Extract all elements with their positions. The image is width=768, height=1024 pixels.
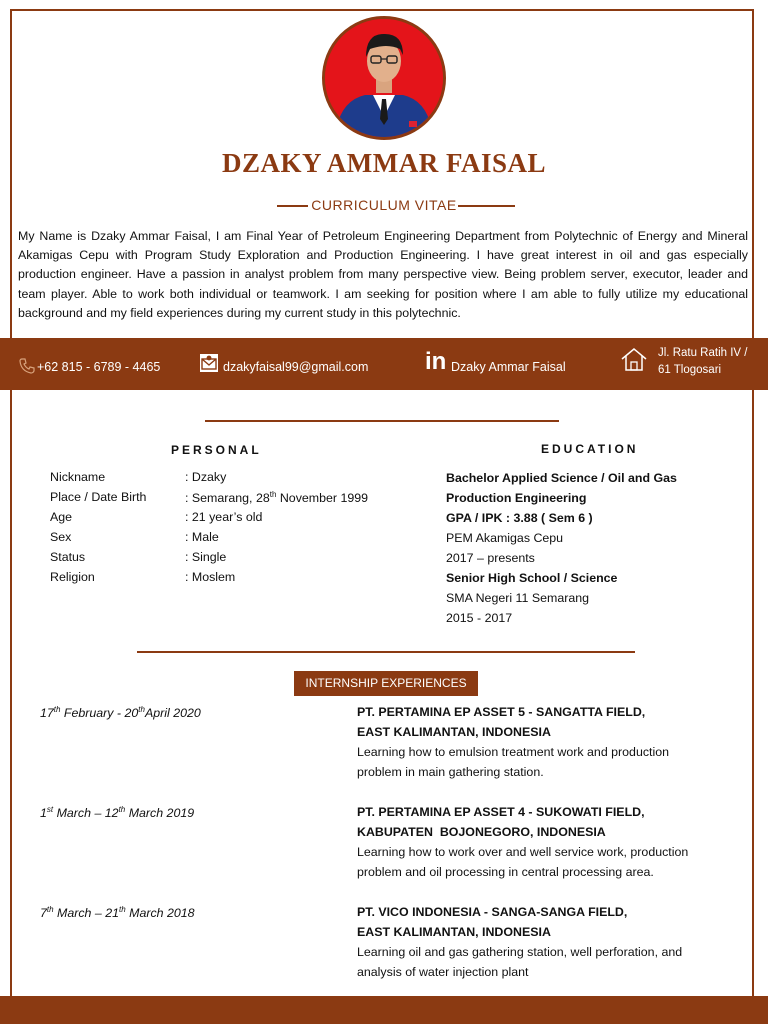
- education-line: Senior High School / Science: [446, 571, 618, 585]
- internship-company: PT. PERTAMINA EP ASSET 5 - SANGATTA FIELD,: [357, 705, 646, 719]
- personal-label: Place / Date Birth: [50, 490, 147, 504]
- personal-value: : Dzaky: [185, 470, 227, 484]
- education-line: 2017 – presents: [446, 551, 535, 565]
- personal-value: : Single: [185, 550, 227, 564]
- cv-title: CURRICULUM VITAE: [311, 197, 457, 213]
- address-line2: 61 Tlogosari: [658, 364, 722, 376]
- title-rule-right: [458, 205, 515, 207]
- personal-heading: PERSONAL: [171, 443, 262, 457]
- phone-icon: [19, 358, 35, 379]
- education-line: Bachelor Applied Science / Oil and Gas: [446, 471, 677, 485]
- internship-company: PT. VICO INDONESIA - SANGA-SANGA FIELD,: [357, 905, 628, 919]
- home-icon: [620, 346, 648, 377]
- candidate-name: DZAKY AMMAR FAISAL: [222, 148, 546, 178]
- phone-number[interactable]: +62 815 - 6789 - 4465: [37, 360, 161, 374]
- internship-description: Learning how to work over and well service work, production: [357, 845, 689, 859]
- internship-date: 1st March – 12th March 2019: [40, 805, 195, 821]
- linkedin-icon: in: [425, 348, 447, 375]
- internship-description: problem and oil processing in central processing area.: [357, 865, 654, 879]
- internship-date: 17th February - 20thApril 2020: [40, 705, 201, 721]
- summary-paragraph: My Name is Dzaky Ammar Faisal, I am Final Year of Petroleum Engineering Department from Polytechnic of Energy and Mineral Akamigas Cepu with Program Study Exploration and Production Engineering. I have great interest in oil and gas especially production engineer. Have a passion in analyst problem from many perspective view. Being problem server, executor, leader and team player. Able to work both individual or teamwork. I am seeking for position where I am able to fully utilize my educational background and my field experiences during my current study in this polytechnic.: [18, 229, 748, 320]
- personal-label: Sex: [50, 530, 72, 544]
- internship-heading: INTERNSHIP EXPERIENCES: [294, 671, 478, 696]
- internship-description: analysis of water injection plant: [357, 965, 529, 979]
- education-line: 2015 - 2017: [446, 611, 513, 625]
- profile-photo: [322, 16, 446, 140]
- personal-value: : Semarang, 28th November 1999: [185, 490, 369, 506]
- divider-top: [205, 420, 559, 422]
- internship-location: EAST KALIMANTAN, INDONESIA: [357, 925, 551, 939]
- personal-value: : Male: [185, 530, 219, 544]
- email-address[interactable]: dzakyfaisal99@gmail.com: [223, 360, 369, 374]
- education-line: Production Engineering: [446, 491, 587, 505]
- personal-label: Religion: [50, 570, 95, 584]
- education-heading: EDUCATION: [541, 442, 639, 456]
- internship-date: 7th March – 21th March 2018: [40, 905, 195, 921]
- internship-company: PT. PERTAMINA EP ASSET 4 - SUKOWATI FIELD,: [357, 805, 645, 819]
- linkedin-name[interactable]: Dzaky Ammar Faisal: [451, 360, 566, 374]
- footer-bar: [0, 996, 768, 1024]
- personal-label: Age: [50, 510, 73, 524]
- contact-bar: [0, 338, 768, 390]
- education-line: GPA / IPK : 3.88 ( Sem 6 ): [446, 511, 593, 525]
- personal-value: : 21 year’s old: [185, 510, 263, 524]
- education-line: SMA Negeri 11 Semarang: [446, 591, 590, 605]
- education-line: PEM Akamigas Cepu: [446, 531, 564, 545]
- internship-location: KABUPATEN BOJONEGORO, INDONESIA: [357, 825, 606, 839]
- address-line1: Jl. Ratu Ratih IV /: [658, 347, 748, 359]
- divider-middle: [137, 651, 635, 653]
- internship-location: EAST KALIMANTAN, INDONESIA: [357, 725, 551, 739]
- personal-label: Status: [50, 550, 86, 564]
- personal-label: Nickname: [50, 470, 106, 484]
- internship-description: Learning oil and gas gathering station, well perforation, and: [357, 945, 683, 959]
- internship-description: Learning how to emulsion treatment work and production: [357, 745, 670, 759]
- personal-value: : Moslem: [185, 570, 236, 584]
- email-icon: [199, 353, 219, 378]
- internship-description: problem in main gathering station.: [357, 765, 544, 779]
